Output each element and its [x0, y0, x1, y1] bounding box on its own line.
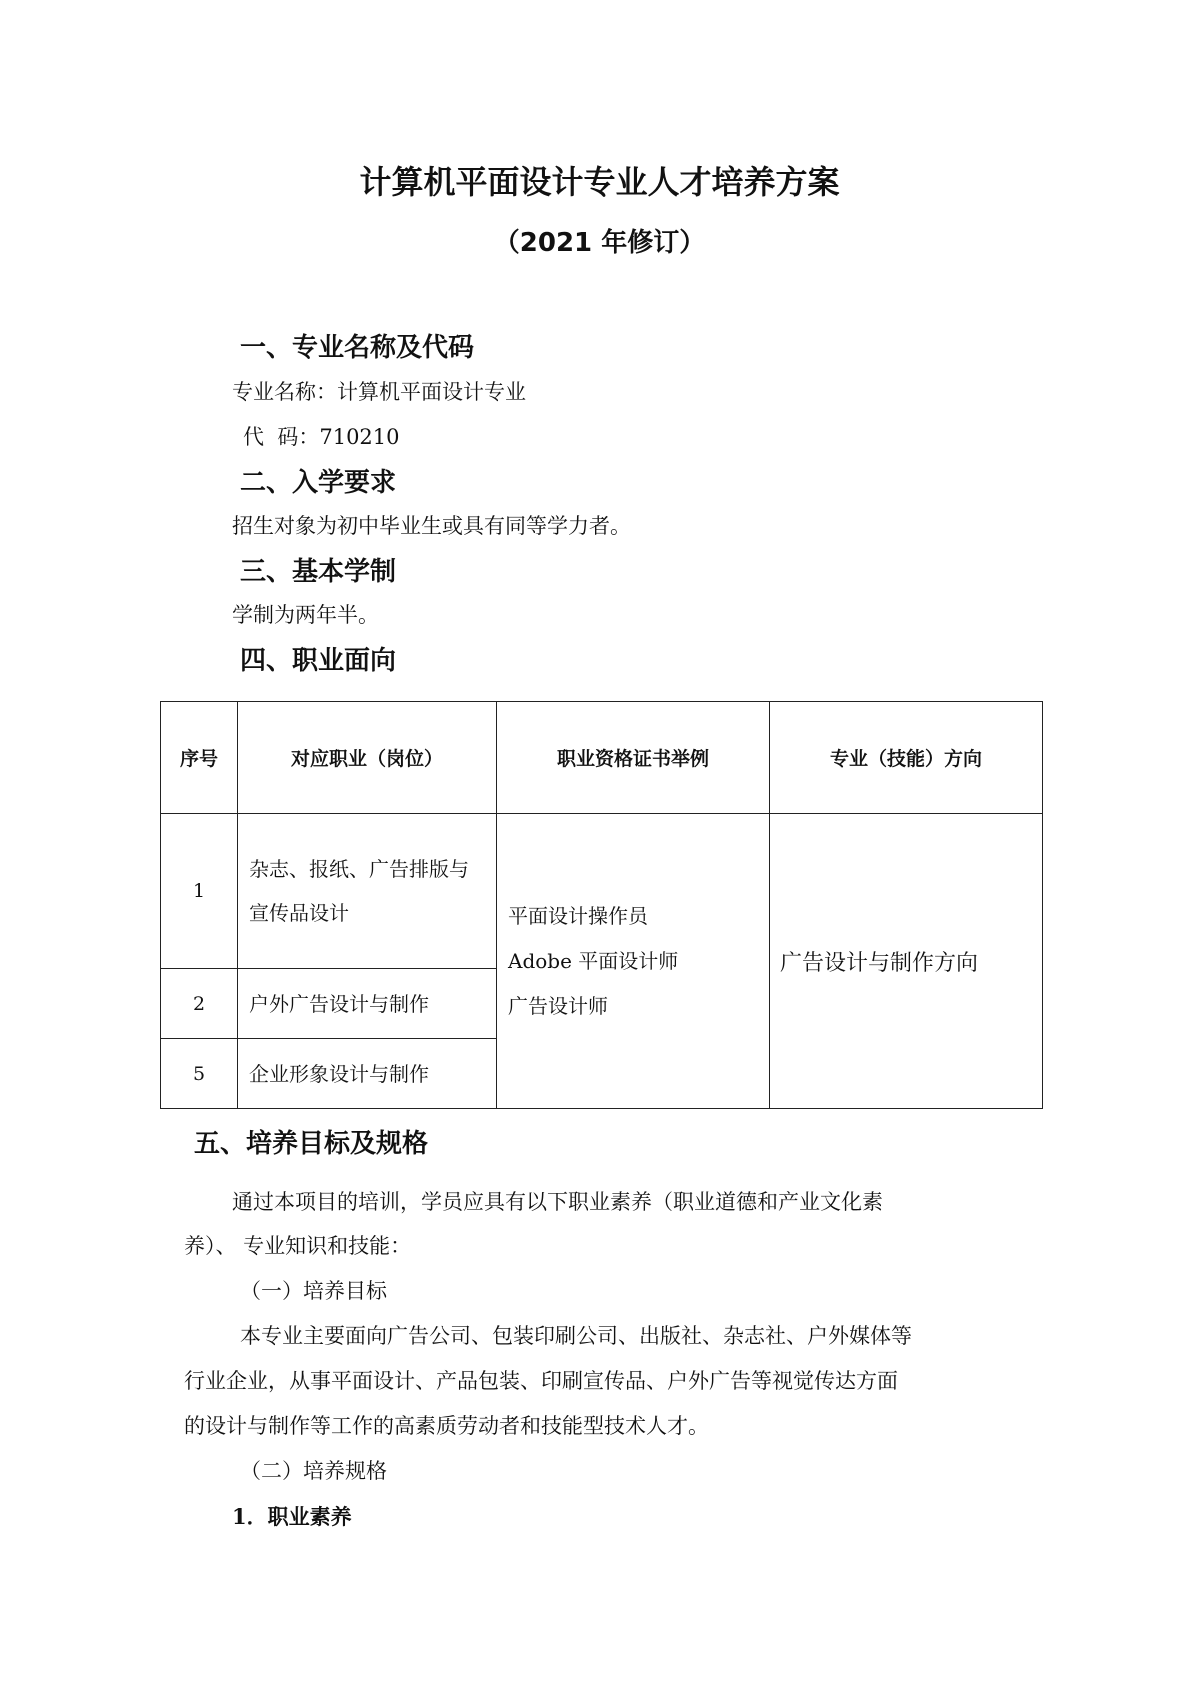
header-cell-number: 序号 [161, 702, 238, 814]
major-code-line: 代 码：710210 [243, 425, 400, 449]
section-heading-2: 二、入学要求 [240, 468, 397, 498]
row-job: 企业形象设计与制作 [238, 1039, 497, 1109]
certificate-item: 广告设计师 [508, 993, 608, 1018]
duration-text: 学制为两年半。 [232, 603, 379, 627]
document-subtitle: （2021 年修订） [493, 228, 706, 258]
row-job [238, 814, 497, 969]
section-heading-4: 四、职业面向 [240, 646, 397, 676]
header-cell-job: 对应职业（岗位） [238, 702, 497, 814]
row-number: 2 [161, 969, 238, 1039]
certificate-cell [497, 814, 770, 1109]
subheading-spec: （二）培养规格 [240, 1459, 387, 1483]
goal-line: 行业企业，从事平面设计、产品包装、印刷宣传品、户外广告等视觉传达方面 [184, 1369, 898, 1393]
certificate-item: 平面设计操作员 [508, 903, 648, 928]
header-cell-certificate: 职业资格证书举例 [497, 702, 770, 814]
row-job-line: 宣传品设计 [249, 901, 349, 925]
intro-line: 通过本项目的培训，学员应具有以下职业素养（职业道德和产业文化素 [232, 1190, 883, 1214]
table-row [161, 814, 1043, 969]
intro-line: 养）、 专业知识和技能： [184, 1234, 412, 1258]
row-number: 1 [161, 814, 238, 969]
section-heading-5: 五、培养目标及规格 [194, 1129, 429, 1159]
document-title: 计算机平面设计专业人才培养方案 [359, 163, 840, 201]
direction-cell: 广告设计与制作方向 [770, 814, 1043, 1109]
career-table [160, 701, 1043, 1109]
goal-line: 本专业主要面向广告公司、包装印刷公司、出版社、杂志社、户外媒体等 [240, 1324, 912, 1348]
subheading-goal: （一）培养目标 [240, 1279, 387, 1303]
item-professional-quality: 1．职业素养 [232, 1504, 352, 1529]
major-name-line: 专业名称：计算机平面设计专业 [232, 380, 526, 404]
admission-text: 招生对象为初中毕业生或具有同等学力者。 [232, 514, 631, 538]
certificate-item: Adobe 平面设计师 [508, 948, 679, 973]
row-job-line: 杂志、报纸、广告排版与 [249, 857, 469, 881]
section-heading-3: 三、基本学制 [240, 557, 397, 587]
row-number: 5 [161, 1039, 238, 1109]
section-heading-1: 一、专业名称及代码 [240, 333, 475, 363]
goal-line: 的设计与制作等工作的高素质劳动者和技能型技术人才。 [184, 1414, 709, 1438]
table-header-row [161, 702, 1043, 814]
header-cell-direction: 专业（技能）方向 [770, 702, 1043, 814]
row-job: 户外广告设计与制作 [238, 969, 497, 1039]
